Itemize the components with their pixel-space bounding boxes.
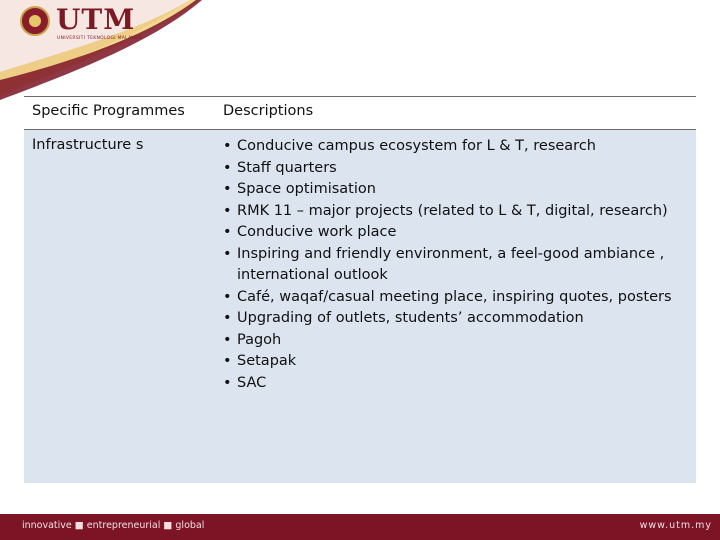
programme-cell: Infrastructure s bbox=[32, 137, 144, 153]
description-item: • Pagoh bbox=[223, 330, 683, 352]
description-item: • RMK 11 – major projects (related to L & T, digital, research) bbox=[223, 201, 683, 223]
description-item: • Setapak bbox=[223, 351, 683, 373]
logo-wordmark: UTM bbox=[56, 3, 136, 36]
logo-subtitle: UNIVERSITI TEKNOLOGI MALAYSIA bbox=[57, 36, 143, 41]
description-item: • Café, waqaf/casual meeting place, inspiring quotes, posters bbox=[223, 287, 683, 309]
crest-icon bbox=[20, 6, 50, 36]
programmes-table bbox=[24, 96, 696, 483]
description-item: • Conducive work place bbox=[223, 222, 683, 244]
header-specific-programmes: Specific Programmes bbox=[32, 103, 185, 119]
utm-logo bbox=[20, 3, 160, 46]
table-row bbox=[24, 130, 696, 483]
description-item: • Space optimisation bbox=[223, 179, 683, 201]
descriptions-list bbox=[223, 136, 683, 394]
description-item: • Staff quarters bbox=[223, 158, 683, 180]
header-descriptions: Descriptions bbox=[223, 103, 314, 119]
description-item: • Conducive campus ecosystem for L & T, research bbox=[223, 136, 683, 158]
table-header bbox=[24, 96, 696, 130]
footer-bar bbox=[0, 514, 720, 540]
footer-tagline: innovative ■ entrepreneurial ■ global bbox=[22, 520, 205, 531]
description-item: • Upgrading of outlets, students’ accommodation bbox=[223, 308, 683, 330]
footer-website[interactable]: www.utm.my bbox=[639, 520, 712, 531]
description-item: • SAC bbox=[223, 373, 683, 395]
description-item: • Inspiring and friendly environment, a feel-good ambiance , international outlook bbox=[223, 244, 683, 287]
